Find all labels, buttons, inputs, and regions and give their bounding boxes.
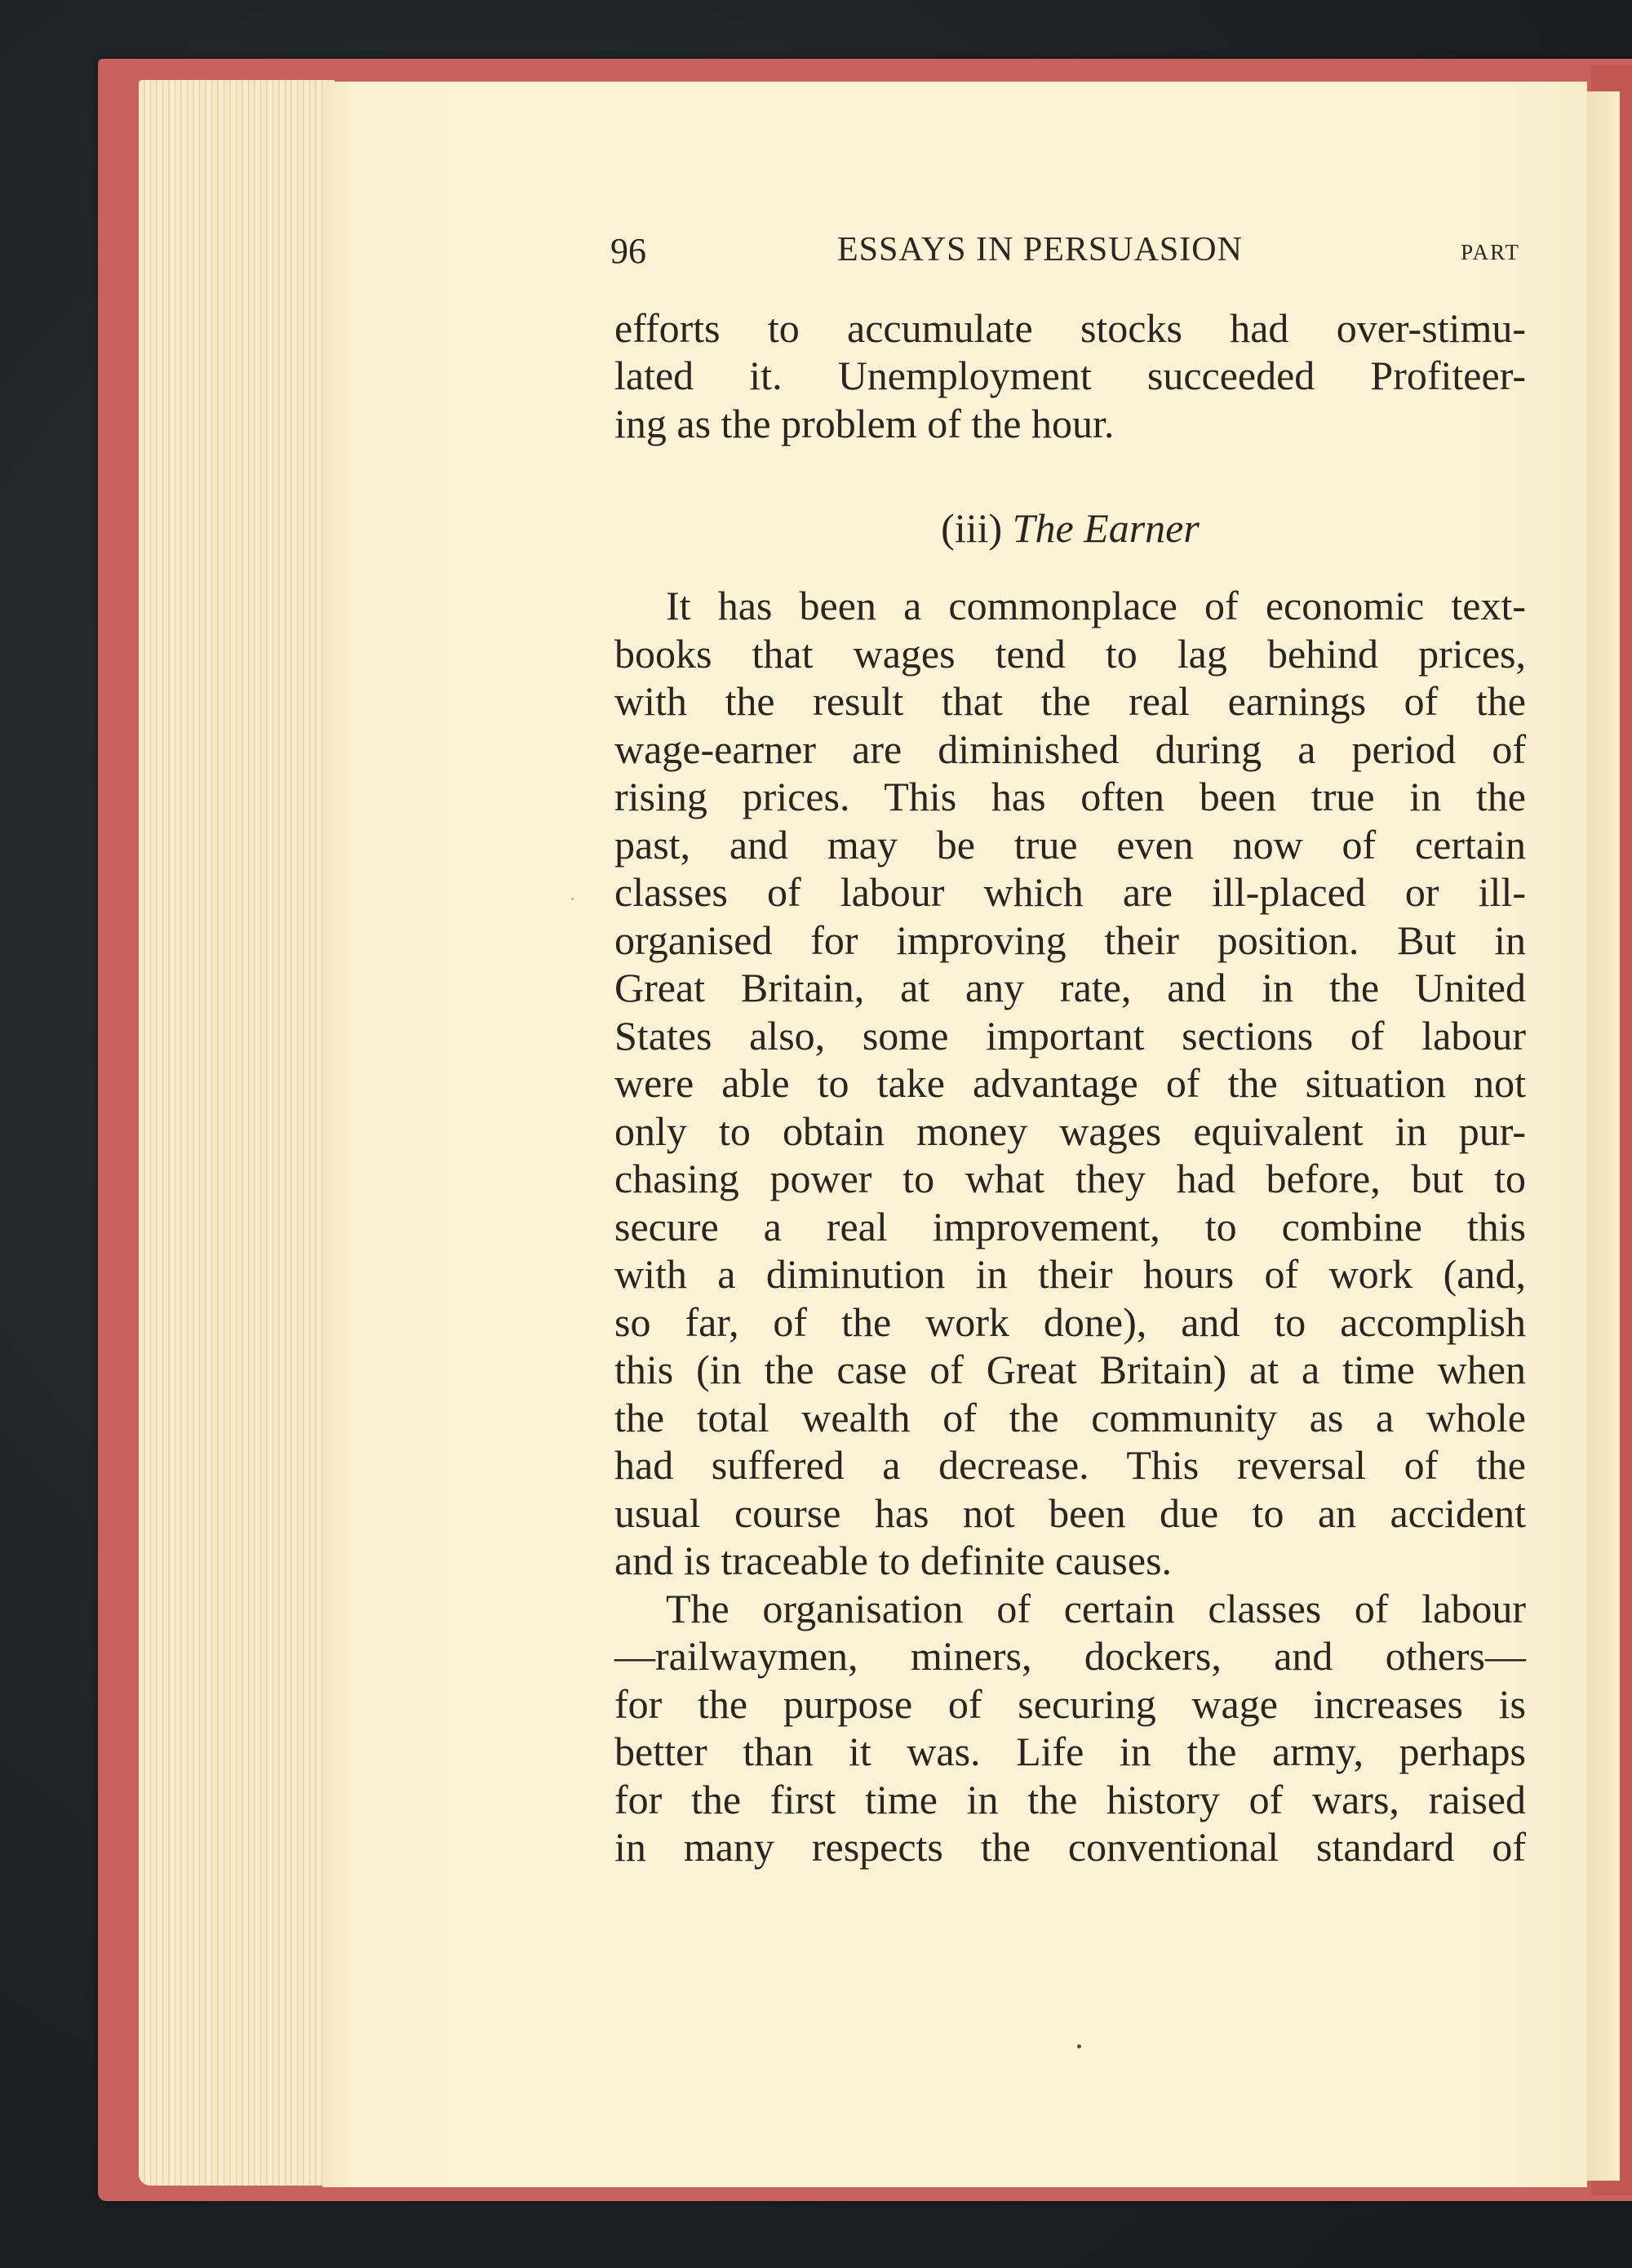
text-line: with the result that the real earnings of the (614, 678, 1526, 724)
text-line: books that wages tend to lag behind prices, (614, 631, 1526, 677)
text-line: for the first time in the history of wars, raised (614, 1777, 1526, 1822)
text-line: classes of labour which are ill-placed or ill- (614, 869, 1526, 915)
text-line: with a diminution in their hours of work (and, (614, 1251, 1526, 1297)
text-line: chasing power to what they had before, but to (614, 1156, 1526, 1201)
text-line: States also, some important sections of labour (614, 1013, 1526, 1059)
text-line: wage-earner are diminished during a period of (614, 726, 1526, 772)
text-line: —railwaymen, miners, dockers, and others— (614, 1633, 1526, 1679)
section-number: (iii) (941, 505, 1003, 551)
text-line: had suffered a decrease. This reversal of the (614, 1442, 1526, 1488)
page-header (610, 227, 1520, 276)
text-line: were able to take advantage of the situation not (614, 1060, 1526, 1106)
text-line: for the purpose of securing wage increases is (614, 1681, 1526, 1727)
page-number: 96 (610, 231, 646, 271)
text-line: organised for improving their position. But in (614, 917, 1526, 963)
running-title: ESSAYS IN PERSUASION (837, 231, 1243, 269)
text-line: better than it was. Life in the army, perhaps (614, 1729, 1526, 1774)
section-title: The Earner (1012, 505, 1200, 551)
text-line: secure a real improvement, to combine this (614, 1204, 1526, 1249)
text-line: the total wealth of the community as a whole (614, 1395, 1526, 1440)
facing-page-edge (1587, 91, 1620, 2181)
text-line: rising prices. This has often been true in the (614, 774, 1526, 819)
paper-speck (1077, 2044, 1081, 2048)
text-line: efforts to accumulate stocks had over-stimu- (614, 305, 1526, 351)
text-line: only to obtain money wages equivalent in pur- (614, 1108, 1526, 1154)
part-label: PART (1461, 240, 1520, 264)
section-heading (614, 504, 1526, 552)
text-line: Great Britain, at any rate, and in the United (614, 965, 1526, 1010)
text-line: usual course has not been due to an accident (614, 1490, 1526, 1536)
text-line: lated it. Unemployment succeeded Profiteer- (614, 353, 1526, 398)
text-line: past, and may be true even now of certain (614, 822, 1526, 868)
text-line: in many respects the conventional standard of (614, 1824, 1526, 1870)
paper-speck (571, 898, 574, 900)
text-line: The organisation of certain classes of labour (666, 1586, 1526, 1631)
text-line: ing as the problem of the hour. (614, 401, 1115, 446)
text-line: this (in the case of Great Britain) at a time when (614, 1347, 1526, 1392)
text-line: It has been a commonplace of economic text- (666, 583, 1526, 628)
text-line: and is traceable to definite causes. (614, 1538, 1173, 1583)
text-line: so far, of the work done), and to accomplish (614, 1299, 1526, 1345)
page-stack-edges (139, 80, 335, 2186)
